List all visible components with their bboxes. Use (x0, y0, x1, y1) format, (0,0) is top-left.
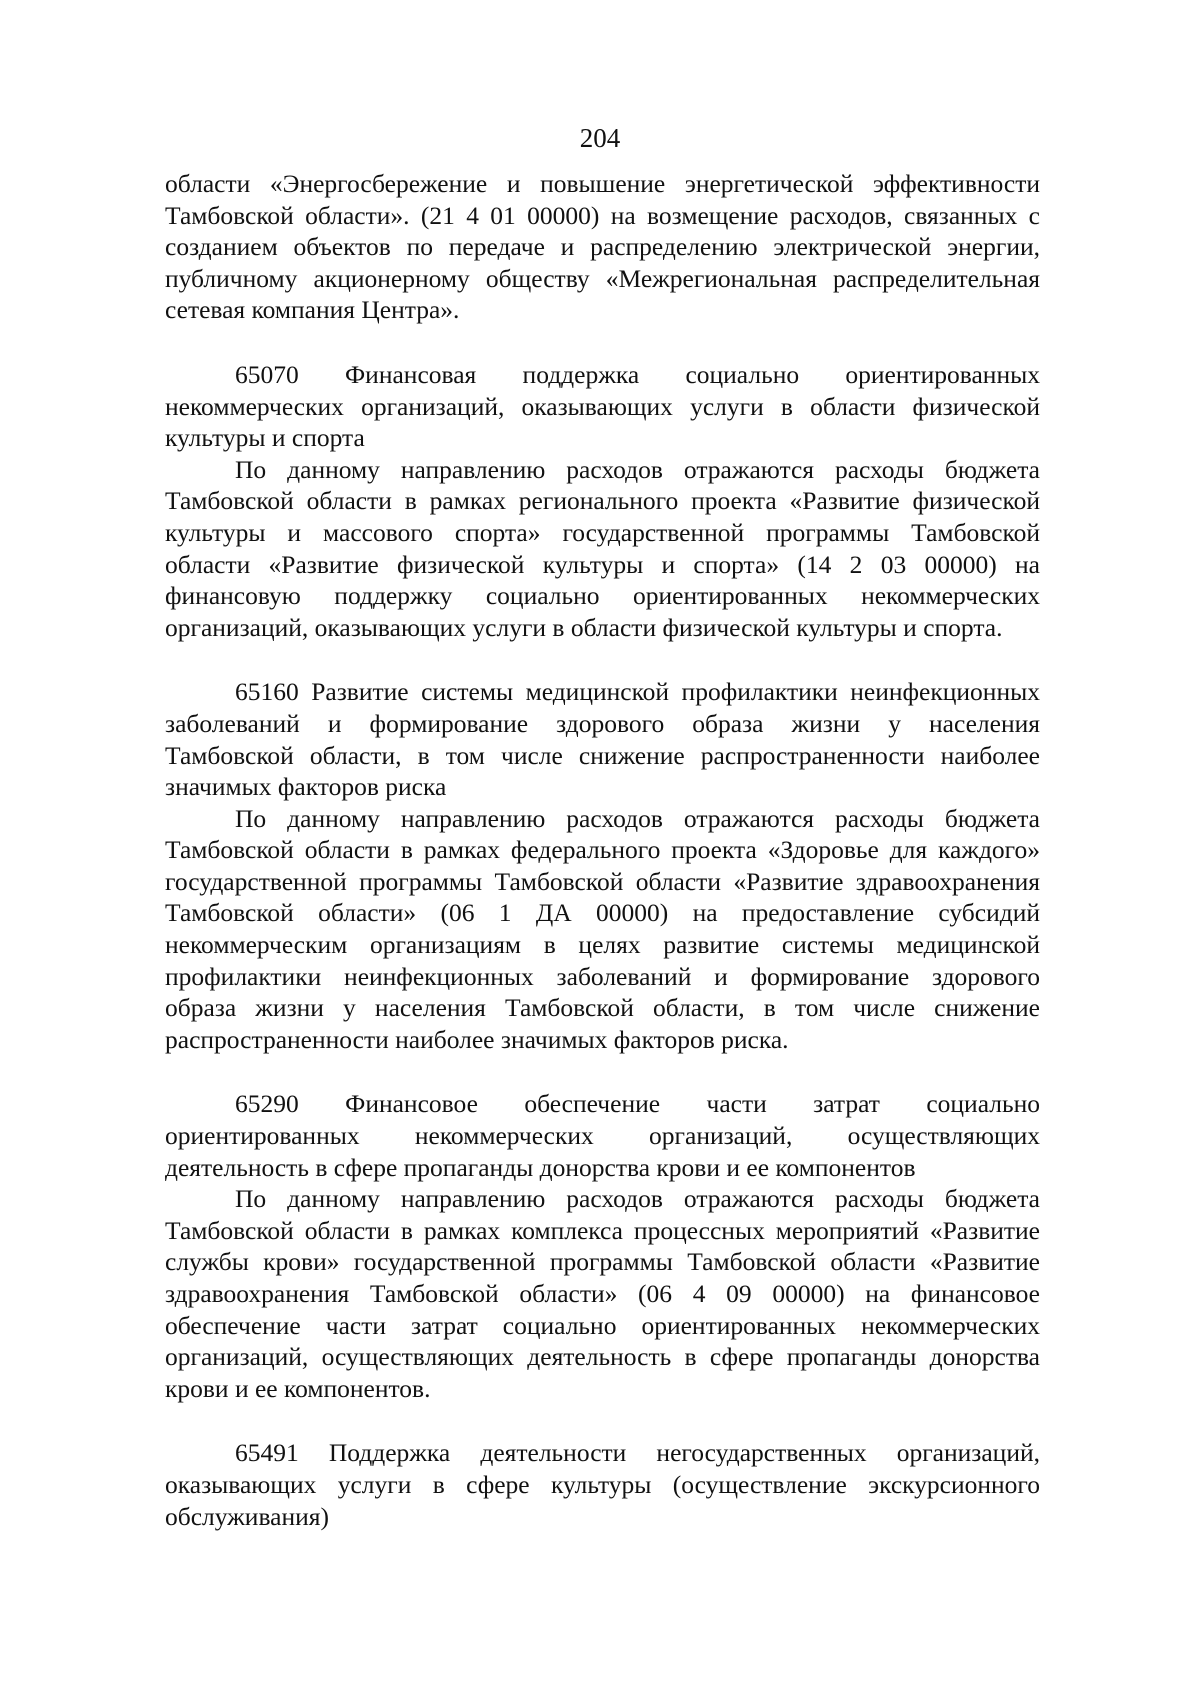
heading-line: 65160 Развитие системы медицинской профилактики неинфекционных (235, 677, 1040, 707)
heading-line: деятельность в сфере пропаганды донорства крови и ее компонентов (165, 1152, 916, 1182)
heading-line: заболеваний и формирование здорового образа жизни у населения (165, 708, 1040, 738)
text-line: финансовую поддержку социально ориентированных некоммерческих (165, 581, 1040, 611)
text-line: Тамбовской области в рамках комплекса процессных мероприятий «Развитие (165, 1215, 1040, 1245)
intro-paragraph (165, 168, 1040, 326)
text-line: крови и ее компонентов. (165, 1373, 431, 1403)
section-heading (165, 1437, 1040, 1532)
section-body (165, 1183, 1040, 1404)
text-line: области «Энергосбережение и повышение энергетической эффективности (165, 169, 1040, 198)
page-number: 204 (579, 123, 621, 153)
heading-line: ориентированных некоммерческих организаций, осуществляющих (165, 1121, 1040, 1151)
text-line: Тамбовской области» (06 1 ДА 00000) на предоставление субсидий (165, 898, 1040, 928)
section-body (165, 454, 1040, 644)
heading-line: оказывающих услуги в сфере культуры (осуществление экскурсионного (165, 1469, 1040, 1499)
paragraph-gap (165, 643, 1040, 676)
heading-line: 65070 Финансовая поддержка социально ориентированных (235, 359, 1040, 389)
section-65491 (165, 1437, 1040, 1532)
section-heading (165, 1088, 1040, 1183)
text-line: Тамбовской области». (21 4 01 00000) на возмещение расходов, связанных с (165, 200, 1040, 230)
heading-line: 65491 Поддержка деятельности негосударственных организаций, (235, 1438, 1040, 1468)
text-line: Тамбовской области в рамках федерального проекта «Здоровье для каждого» (165, 835, 1040, 865)
heading-line: Тамбовской области, в том числе снижение распространенности наиболее (165, 740, 1040, 770)
paragraph-gap (165, 326, 1040, 359)
section-65070 (165, 359, 1040, 643)
heading-line: обслуживания) (165, 1501, 329, 1531)
text-line: службы крови» государственной программы Тамбовской области «Развитие (165, 1247, 1040, 1277)
text-line: профилактики неинфекционных заболеваний и формирование здорового (165, 961, 1040, 991)
heading-line: значимых факторов риска (165, 772, 447, 802)
text-line: культуры и массового спорта» государственной программы Тамбовской (165, 517, 1040, 547)
text-line: публичному акционерному обществу «Межрегиональная распределительная (165, 263, 1040, 293)
paragraph-gap (165, 1055, 1040, 1088)
section-65290 (165, 1088, 1040, 1404)
text-line: области «Развитие физической культуры и спорта» (14 2 03 00000) на (165, 549, 1040, 579)
section-body (165, 803, 1040, 1056)
text-line: государственной программы Тамбовской области «Развитие здравоохранения (165, 866, 1040, 896)
text-line: здравоохранения Тамбовской области» (06 4 09 00000) на финансовое (165, 1279, 1040, 1308)
text-line: распространенности наиболее значимых факторов риска. (165, 1024, 789, 1054)
text-line: некоммерческим организациям в целях развитие системы медицинской (165, 930, 1040, 960)
text-line: образа жизни у населения Тамбовской области, в том числе снижение (165, 993, 1040, 1023)
text-line: созданием объектов по передаче и распределению электрической энергии, (165, 232, 1040, 262)
heading-line: 65290 Финансовое обеспечение части затрат социально (235, 1089, 1040, 1119)
section-65160 (165, 676, 1040, 1055)
heading-line: некоммерческих организаций, оказывающих услуги в области физической (165, 391, 1040, 421)
section-heading (165, 359, 1040, 454)
text-line: организаций, осуществляющих деятельность в сфере пропаганды донорства (165, 1342, 1040, 1372)
text-line: По данному направлению расходов отражаются расходы бюджета (235, 1184, 1040, 1214)
section-heading (165, 676, 1040, 802)
text-line: По данному направлению расходов отражаются расходы бюджета (235, 803, 1040, 833)
text-line: Тамбовской области в рамках регионального проекта «Развитие физической (165, 486, 1040, 516)
heading-line: культуры и спорта (165, 423, 365, 453)
text-line: По данному направлению расходов отражаются расходы бюджета (235, 454, 1040, 484)
text-line: сетевая компания Центра». (165, 295, 460, 325)
text-line: организаций, оказывающих услуги в области физической культуры и спорта. (165, 612, 1003, 642)
paragraph-gap (165, 1404, 1040, 1437)
document-body (165, 168, 1040, 1532)
text-line: обеспечение части затрат социально ориентированных некоммерческих (165, 1310, 1040, 1340)
